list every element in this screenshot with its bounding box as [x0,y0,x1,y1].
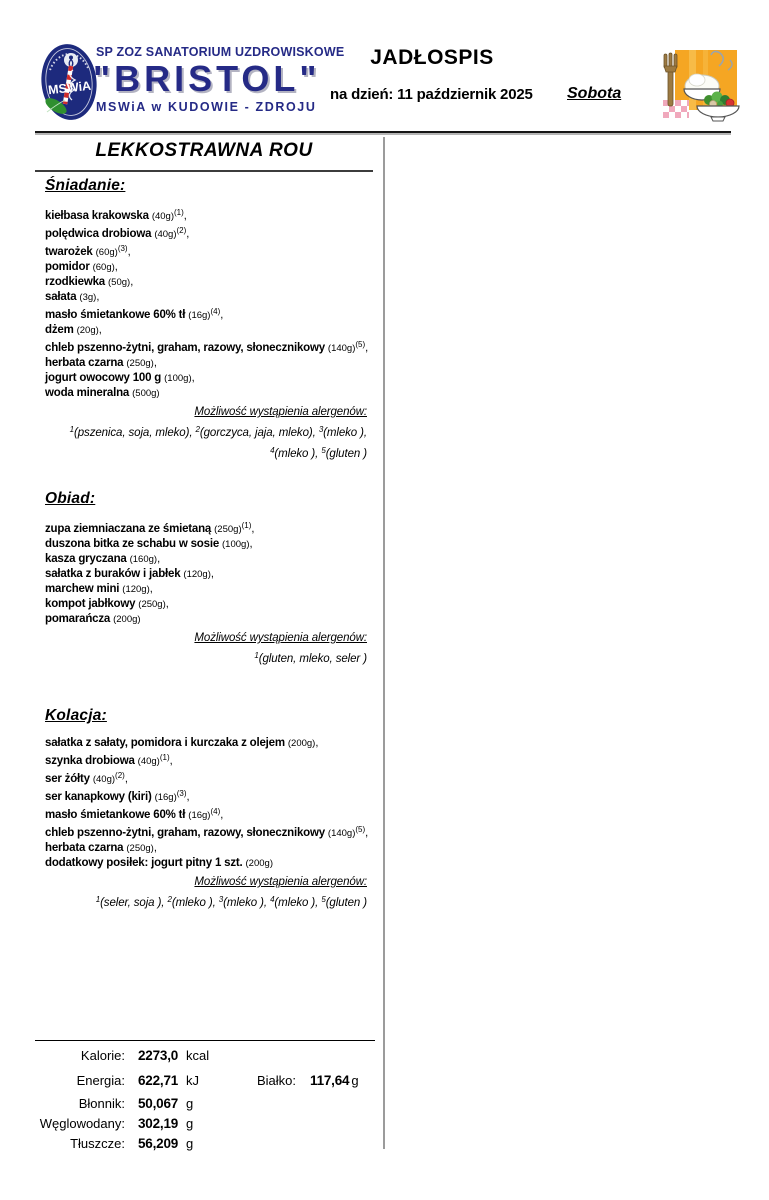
menu-item-name: woda mineralna [45,387,130,399]
allergen-number: 3 [318,425,324,434]
menu-item-quantity: (50g) [108,277,131,288]
menu-item-separator: , [186,228,190,240]
nutrition-unit: g [186,1136,194,1151]
allergen-text: (mleko ), [274,448,322,460]
menu-column [35,137,375,1200]
nutrition-summary [35,1040,375,1151]
menu-item-name: marchew mini [45,583,120,595]
logo-text: MSWiA [47,78,92,98]
nutrition-label: Błonnik: [78,1096,125,1111]
menu-item-name: pomidor [45,261,90,273]
menu-item [45,582,371,597]
menu-item-separator: , [157,553,160,565]
allergen-text: (mleko ), [171,897,219,909]
menu-item-separator: , [220,809,224,821]
menu-item-name: polędwica drobiowa [45,228,152,240]
meal-section-dinner [45,707,371,912]
menu-item-quantity: (20g) [76,325,99,336]
menu-item-name: sałata [45,291,77,303]
allergen-text: (gluten ) [325,897,367,909]
menu-item [45,356,371,371]
weekday-label: Sobota [567,85,622,102]
menu-item [45,537,371,552]
menu-item-allergen-ref: (4) [210,307,221,316]
menu-item-name: ser żółty [45,773,90,785]
menu-item-allergen-ref: (1) [159,753,170,762]
menu-date: na dzień: 11 październik 2025 [330,86,533,103]
menu-item-allergen-ref: (4) [210,807,221,816]
menu-item-name: ser kanapkowy (kiri) [45,791,152,803]
allergen-note: Możliwość wystąpienia alergenów: [194,632,367,644]
nutrition-row-calories [35,1048,375,1063]
nutrition-value: 117,64 [310,1073,350,1088]
nutrition-row-fiber [35,1096,375,1111]
menu-item-quantity: (500g) [132,388,160,399]
menu-item-quantity: (16g) [188,810,211,821]
menu-item-quantity: (250g) [126,843,154,854]
menu-item-quantity: (250g) [138,599,166,610]
diet-title: LEKKOSTRAWNA ROU [95,140,313,161]
meal-section-breakfast [45,177,371,463]
meal-title: Kolacja: [45,707,107,724]
menu-item-allergen-ref: (1) [241,521,252,530]
menu-item-name: chleb pszenno-żytni, graham, razowy, słonecznikowy [45,827,325,839]
menu-item-quantity: (40g) [151,211,174,222]
nutrition-unit: g [351,1073,359,1088]
menu-item-separator: , [183,210,187,222]
allergen-number: 2 [167,895,172,904]
menu-item [45,769,371,787]
menu-item-quantity: (250g) [126,358,154,369]
allergen-note: Możliwość wystąpienia alergenów: [194,406,367,418]
menu-item-separator: , [165,598,169,610]
menu-item-name: jogurt owocowy 100 g [45,372,162,384]
menu-item [45,856,371,871]
menu-item-separator: , [186,791,190,803]
allergen-number: 1 [95,895,101,904]
allergen-number: 4 [270,446,275,455]
menu-item-quantity: (140g) [327,828,356,839]
menu-item-name: duszona bitka ze schabu w sosie [45,538,220,550]
menu-item-separator: , [124,773,128,785]
allergen-number: 5 [321,446,326,455]
menu-item-name: rzodkiewka [45,276,105,288]
menu-item-allergen-ref: (3) [176,789,187,798]
nutrition-row-fat [35,1136,375,1151]
menu-item-name: szynka drobiowa [45,755,135,767]
menu-item-allergen-ref: (5) [355,340,366,349]
org-name-line2: MSWiA w KUDOWIE - ZDROJU [96,100,317,114]
menu-item-quantity: (60g) [92,262,115,273]
menu-item [45,787,371,805]
allergen-number: 3 [218,895,224,904]
menu-item-separator: , [210,568,214,580]
menu-item [45,805,371,823]
allergen-number: 2 [195,425,200,434]
nutrition-row-carbs [35,1116,375,1131]
menu-item-quantity: (200g) [287,738,316,749]
menu-item-name: masło śmietankowe 60% tł [45,309,186,321]
menu-item [45,275,371,290]
nutrition-label: Białko: [256,1073,296,1088]
menu-item [45,260,371,275]
allergen-number: 5 [321,895,326,904]
nutrition-row-energy [35,1073,375,1088]
menu-item-name: herbata czarna [45,842,124,854]
menu-item-allergen-ref: (3) [117,244,128,253]
menu-item-quantity: (200g) [113,614,141,625]
menu-item-name: twarożek [45,246,93,258]
nutrition-label: Energia: [76,1073,125,1088]
allergen-list [45,891,367,912]
menu-item-quantity: (16g) [154,792,177,803]
menu-item-separator: , [153,842,157,854]
menu-item-name: dodatkowy posiłek: jogurt pitny 1 szt. [45,857,243,869]
allergen-text: (mleko ), [223,897,271,909]
nutrition-value: 50,067 [138,1096,179,1111]
menu-item-quantity: (100g) [222,539,250,550]
allergen-text: (gluten, mleko, seler ) [258,653,367,665]
allergen-block [45,874,367,912]
menu-item-name: masło śmietankowe 60% tł [45,809,186,821]
menu-item-quantity: (140g) [327,343,356,354]
menu-item-separator: , [149,583,153,595]
menu-item [45,206,371,224]
menu-item-separator: , [114,261,118,273]
menu-item [45,552,371,567]
menu-item [45,305,371,323]
menu-item-name: sałatka z buraków i jabłek [45,568,181,580]
allergen-number: 4 [270,895,275,904]
menu-item-quantity: (120g) [122,584,150,595]
meal-section-lunch [45,490,371,668]
menu-item-name: kiełbasa krakowska [45,210,149,222]
nutrition-unit: g [186,1096,194,1111]
allergen-block [45,404,367,463]
menu-item-quantity: (40g) [137,756,160,767]
meal-items [45,736,371,871]
nutrition-divider [35,1040,375,1041]
diet-title-divider [35,170,373,172]
brand-block [93,45,345,114]
nutrition-label: Węglowodany: [39,1116,125,1131]
menu-item [45,841,371,856]
allergen-text: (mleko ), [274,897,322,909]
menu-item-name: kasza gryczana [45,553,127,565]
menu-item [45,290,371,305]
allergen-text: (gorczyca, jaja, mleko), [199,427,319,439]
menu-item-allergen-ref: (2) [176,226,187,235]
menu-item [45,224,371,242]
meal-items [45,519,371,627]
allergen-list [45,421,367,463]
menu-item [45,519,371,537]
allergen-text: (pszenica, soja, mleko), [74,427,196,439]
allergen-note: Możliwość wystąpienia alergenów: [194,876,367,888]
meal-title: Śniadanie: [45,177,126,194]
nutrition-value: 2273,0 [138,1048,179,1063]
menu-item-separator: , [220,309,224,321]
menu-item-name: pomarańcza [45,613,111,625]
menu-item-quantity: (60g) [95,247,118,258]
menu-item-separator: , [191,372,195,384]
menu-item [45,323,371,338]
menu-item [45,612,371,627]
meal-clipart-icon [657,44,746,127]
menu-item-separator: , [315,737,319,749]
nutrition-label: Kalorie: [80,1048,125,1063]
menu-item-separator: , [249,538,253,550]
allergen-text: (gluten ) [325,448,367,460]
menu-item-separator: , [365,827,369,839]
menu-item-name: dżem [45,324,74,336]
menu-item-quantity: (200g) [245,858,273,869]
allergen-block [45,630,367,668]
org-name-bristol: "BRISTOL" [93,58,321,99]
menu-item-separator: , [130,276,134,288]
meal-title: Obiad: [45,490,96,507]
menu-item-name: herbata czarna [45,357,124,369]
menu-item-separator: , [251,523,255,535]
menu-item-quantity: (160g) [129,554,158,565]
menu-item-quantity: (40g) [154,229,177,240]
menu-item-name: chleb pszenno-żytni, graham, razowy, słonecznikowy [45,342,325,354]
sanatorium-logo-icon [40,42,100,122]
nutrition-label: Tłuszcze: [70,1136,125,1151]
menu-item-allergen-ref: (1) [174,208,184,217]
column-divider [383,137,385,1149]
menu-item-separator: , [153,357,157,369]
allergen-text: (seler, soja ), [100,897,168,909]
menu-item [45,567,371,582]
menu-item-separator: , [169,755,173,767]
meal-items [45,206,371,401]
nutrition-row-protein [245,1073,359,1088]
header-divider [35,131,731,133]
menu-item-separator: , [365,342,369,354]
menu-item-separator: , [96,291,100,303]
menu-item-quantity: (100g) [164,373,192,384]
menu-item-quantity: (250g) [214,524,242,535]
menu-item [45,242,371,260]
menu-item [45,338,371,356]
nutrition-unit: kJ [186,1073,199,1088]
menu-item-separator: , [127,246,131,258]
allergen-number: 1 [254,651,259,660]
menu-item-allergen-ref: (5) [355,825,366,834]
menu-item-quantity: (16g) [188,310,211,321]
nutrition-value: 302,19 [138,1116,179,1131]
menu-item-quantity: (3g) [79,292,97,303]
nutrition-unit: kcal [186,1048,210,1063]
menu-item [45,823,371,841]
menu-item [45,386,371,401]
nutrition-value: 56,209 [138,1136,179,1151]
menu-item [45,597,371,612]
menu-item-allergen-ref: (2) [115,771,125,780]
menu-item-quantity: (120g) [183,569,211,580]
menu-item [45,736,371,751]
menu-item-separator: , [98,324,102,336]
document-title: JADŁOSPIS [370,46,494,69]
allergen-number: 1 [69,425,75,434]
menu-item [45,371,371,386]
org-name-line1: SP ZOZ SANATORIUM UZDROWISKOWE [96,45,345,59]
menu-item-quantity: (40g) [92,774,116,785]
allergen-text: (mleko ), [323,427,367,439]
menu-item-name: kompot jabłkowy [45,598,136,610]
nutrition-unit: g [186,1116,194,1131]
nutrition-value: 622,71 [138,1073,179,1088]
allergen-list [45,647,367,668]
menu-item [45,751,371,769]
menu-item-name: sałatka z sałaty, pomidora i kurczaka z olejem [45,737,285,749]
menu-item-name: zupa ziemniaczana ze śmietaną [45,523,212,535]
